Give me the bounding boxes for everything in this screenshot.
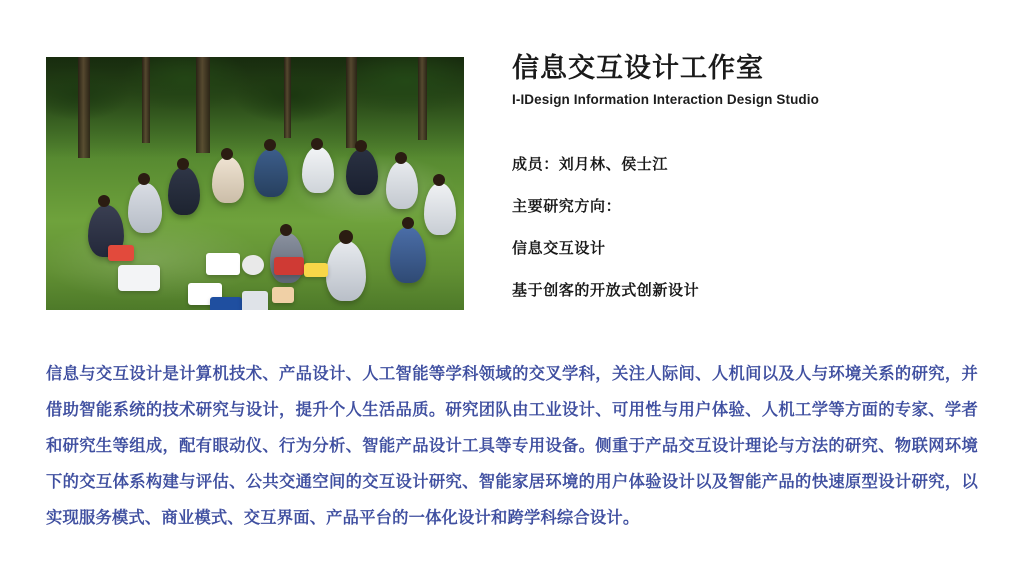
photo-person-head xyxy=(355,140,367,152)
photo-picnic-item xyxy=(206,253,240,275)
photo-picnic-item xyxy=(118,265,160,291)
photo-person-head xyxy=(339,230,353,244)
photo-person-head xyxy=(402,217,414,229)
photo-picnic-item xyxy=(242,255,264,275)
photo-tree-trunk xyxy=(196,57,210,153)
photo-person xyxy=(346,149,378,195)
photo-person xyxy=(168,167,200,215)
page-title-en: I-IDesign Information Interaction Design Studio xyxy=(512,91,819,107)
photo-person xyxy=(128,183,162,233)
photo-person xyxy=(386,161,418,209)
photo-tree-canopy xyxy=(46,57,464,137)
studio-members-line: 成员：刘月林、侯士江 xyxy=(512,155,669,173)
photo-person xyxy=(302,147,334,193)
studio-info-block xyxy=(512,52,982,300)
photo-tree-trunk xyxy=(142,57,150,143)
photo-person xyxy=(390,227,426,283)
photo-person-head xyxy=(221,148,233,160)
photo-person-head xyxy=(433,174,445,186)
photo-tree-trunk xyxy=(78,57,90,158)
photo-tree-trunk xyxy=(418,57,427,140)
photo-tree-trunk xyxy=(346,57,357,148)
photo-person-head xyxy=(311,138,323,150)
photo-person xyxy=(424,183,456,235)
photo-grass-background xyxy=(46,57,464,310)
photo-person-head xyxy=(177,158,189,170)
photo-picnic-item xyxy=(108,245,134,261)
photo-picnic-item xyxy=(242,291,268,310)
photo-person-head xyxy=(280,224,292,236)
research-direction-2: 基于创客的开放式创新设计 xyxy=(512,281,700,299)
photo-tree-trunk xyxy=(284,57,291,138)
photo-person xyxy=(326,241,366,301)
photo-picnic-item xyxy=(274,257,304,275)
photo-picnic-item xyxy=(272,287,294,303)
page-title-cn: 信息交互设计工作室 xyxy=(512,53,764,83)
photo-person xyxy=(254,149,288,197)
studio-description-paragraph: 信息与交互设计是计算机技术、产品设计、人工智能等学科领域的交叉学科，关注人际间、人机间以及人与环境关系的研究，并借助智能系统的技术研究与设计，提升个人生活品质。研究团队由工业设计、可用性与用户体验、人机工学等方面的专家、学者和研究生等组成，配有眼动仪、行为分析、智能产品设计工具等专用设备。侧重于产品交互设计理论与方法的研究、物联网环境下的交互体系构建与评估、公共交通空间的交互设计研究、智能家居环境的用户体验设计以及智能产品的快速原型设计研究，以实现服务模式、商业模式、交互界面、产品平台的一体化设计和跨学科综合设计。 xyxy=(46,365,978,527)
group-photo xyxy=(46,57,464,310)
studio-meta-list xyxy=(512,153,982,300)
photo-person-head xyxy=(264,139,276,151)
photo-picnic-item xyxy=(210,297,242,310)
photo-person-head xyxy=(138,173,150,185)
photo-person xyxy=(212,157,244,203)
photo-person-head xyxy=(98,195,110,207)
research-directions-label: 主要研究方向： xyxy=(512,197,622,215)
research-direction-1: 信息交互设计 xyxy=(512,239,606,257)
photo-picnic-item xyxy=(304,263,328,277)
photo-person-head xyxy=(395,152,407,164)
